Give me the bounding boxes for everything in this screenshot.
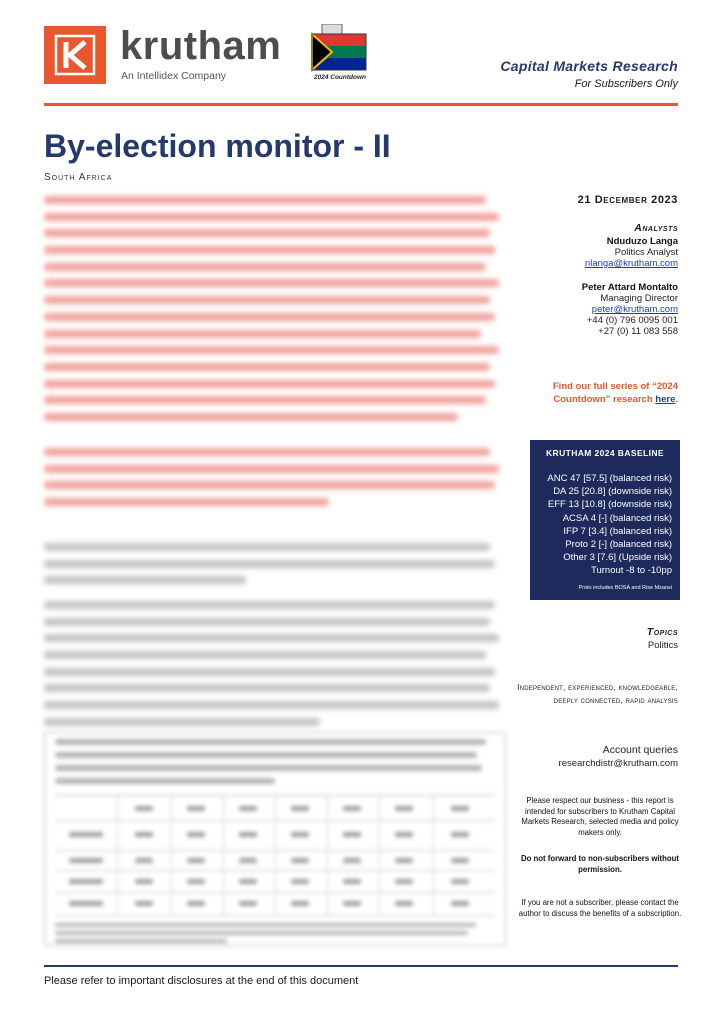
analyst-role: Managing Director: [600, 293, 678, 304]
blurred-red-paragraph-2: [44, 448, 504, 515]
baseline-list: [538, 472, 672, 578]
logo-wordmark: krutham: [120, 24, 282, 68]
baseline-item: IFP 7 [3.4] (balanced risk): [563, 525, 672, 537]
account-queries-email[interactable]: researchdistr@krutham.com: [558, 758, 678, 769]
baseline-footnote: Proto includes BOSA and Rise Mzansi: [578, 585, 672, 591]
header-divider: [44, 103, 678, 106]
disclosure-footer: Please refer to important disclosures at the end of this document: [44, 975, 359, 987]
analyst-card-1: [585, 236, 678, 269]
region-label: South Africa: [44, 172, 113, 183]
series-promo-text: Find our full series of “2024 Countdown” research: [552, 381, 678, 405]
baseline-heading: KRUTHAM 2024 BASELINE: [546, 448, 664, 458]
no-forward-notice: Do not forward to non-subscribers without permission.: [520, 854, 680, 874]
analyst-card-2: [582, 282, 678, 337]
baseline-item: Proto 2 [-] (balanced risk): [565, 539, 672, 551]
baseline-item: ACSA 4 [-] (balanced risk): [562, 512, 672, 524]
series-promo: Find our full series of “2024 Countdown” research here.: [552, 381, 678, 405]
baseline-item: EFF 13 [10.8] (downside risk): [547, 499, 672, 511]
logo-subtitle: An Intellidex Company: [121, 70, 227, 82]
analyst-email-link[interactable]: peter@krutham.com: [591, 304, 678, 315]
analyst-phone: +44 (0) 796 0095 001: [586, 315, 678, 326]
subscribers-only-label: For Subscribers Only: [574, 78, 678, 90]
krutham-logo-icon: [44, 26, 106, 84]
respect-notice: Please respect our business - this report is intended for subscribers to Krutham Capital Markets Research, selected media and policy makers only.: [521, 796, 679, 837]
series-here-link[interactable]: here: [655, 394, 676, 405]
tagline: Independent, experienced, knowledgeable, deeply connected, rapid analysis: [517, 682, 678, 705]
analyst-name: Nduduzo Langa: [606, 236, 678, 247]
blurred-summary-paragraph: [44, 196, 504, 430]
baseline-item: Other 3 [7.6] (Upside risk): [563, 552, 672, 564]
baseline-item: Turnout -8 to -10pp: [591, 565, 672, 577]
baseline-box: [530, 440, 680, 600]
analyst-email-link[interactable]: nlanga@krutham.com: [584, 258, 678, 269]
document-title: By-election monitor - II: [44, 128, 391, 164]
countdown-caption: 2024 Countdown: [313, 74, 366, 81]
account-queries-heading: Account queries: [602, 744, 678, 756]
not-subscriber-notice: If you are not a subscriber, please contact the author to discuss the benefits of a subscription.: [518, 898, 682, 918]
topics-heading: Topics: [646, 626, 678, 638]
report-date: 21 December 2023: [577, 194, 678, 206]
blurred-paragraph-3: [44, 543, 504, 593]
footer-divider: [44, 965, 678, 967]
baseline-item: DA 25 [20.8] (downside risk): [553, 486, 672, 498]
baseline-item: ANC 47 [57.5] (balanced risk): [547, 473, 672, 484]
analyst-role: Politics Analyst: [614, 247, 678, 258]
topics-value: Politics: [647, 640, 678, 651]
capital-markets-research-title: Capital Markets Research: [500, 58, 678, 74]
analyst-phone: +27 (0) 11 083 558: [598, 326, 678, 337]
analyst-name: Peter Attard Montalto: [581, 282, 678, 293]
analysts-heading: Analysts: [634, 222, 678, 234]
blurred-forecast-table: [44, 732, 506, 946]
blurred-paragraph-4: [44, 601, 504, 735]
